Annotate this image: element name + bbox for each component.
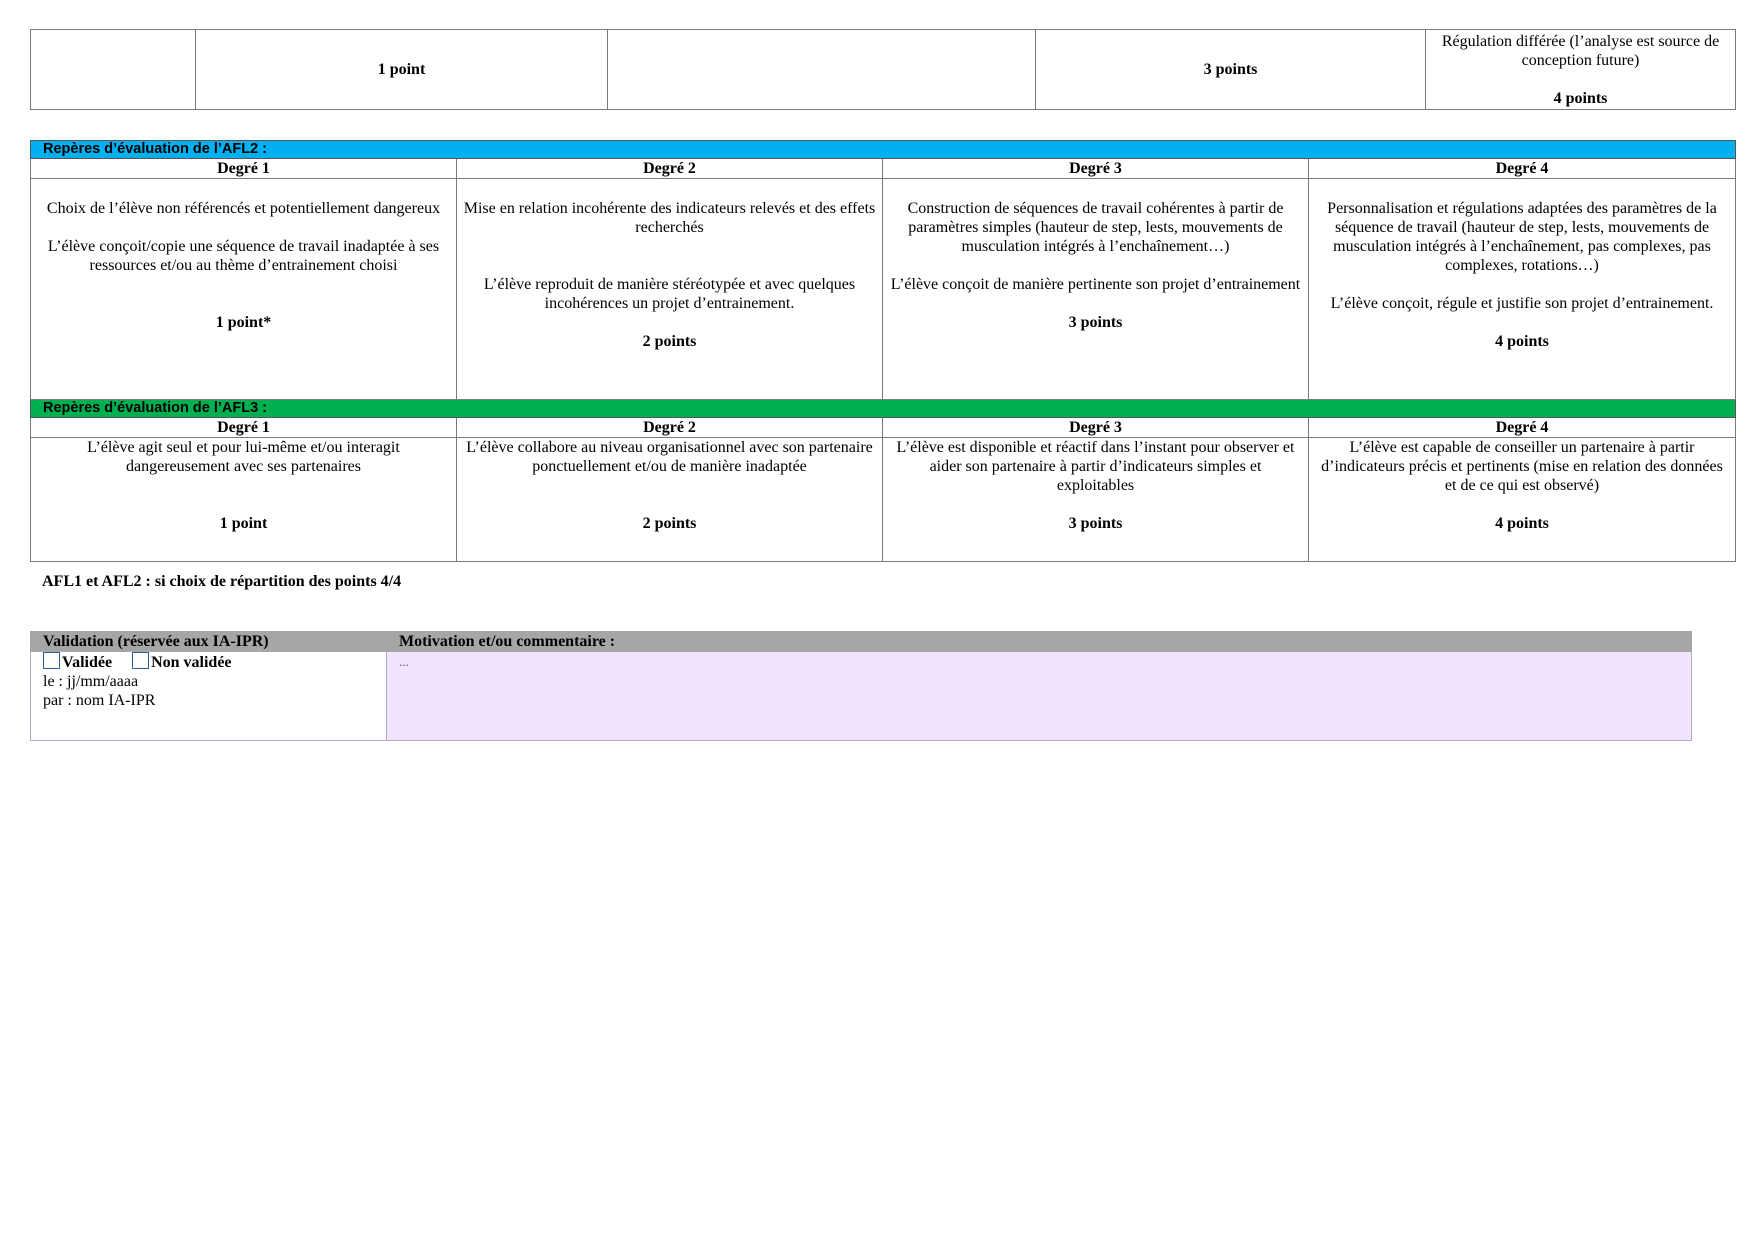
afl3-d3-description: L’élève est disponible et réactif dans l’instant pour observer et aider son partenaire à partir d’indicateurs simples et exploitables bbox=[896, 439, 1295, 494]
comment-header: Motivation et/ou commentaire : bbox=[387, 632, 1692, 652]
afl3-d1-description: L’élève agit seul et pour lui-même et/ou interagit dangereusement avec ses partenaires bbox=[87, 439, 400, 475]
afl2-d2-criterion: Mise en relation incohérente des indicateurs relevés et des effets recherchés bbox=[463, 200, 876, 236]
afl3-degree-3: Degré 3 bbox=[883, 418, 1309, 438]
afl3-d1-points: 1 point bbox=[219, 515, 268, 532]
validation-header: Validation (réservée aux IA-IPR) bbox=[31, 632, 387, 652]
afl2-d1-description: L’élève conçoit/copie une séquence de travail inadaptée à ses ressources et/ou au thème d’entrainement choisi bbox=[47, 238, 440, 274]
afl3-d4-description: L’élève est capable de conseiller un partenaire à partir d’indicateurs précis et pertinents (mise en relation des données et de ce qui est observé) bbox=[1321, 439, 1723, 494]
afl3-degree-1: Degré 1 bbox=[31, 418, 457, 438]
afl3-criteria-row bbox=[31, 438, 1736, 562]
afl3-d4-points: 4 points bbox=[1495, 515, 1549, 532]
not-validated-checkbox[interactable] bbox=[132, 652, 149, 669]
afl2-d2-points: 2 points bbox=[642, 333, 697, 350]
top-cell-points-3: 3 points bbox=[1036, 30, 1426, 110]
afl2-degree-2: Degré 2 bbox=[457, 159, 883, 179]
top-cell-empty-2 bbox=[608, 30, 1036, 110]
top-cell-regulation bbox=[1426, 30, 1736, 110]
regulation-points: 4 points bbox=[1553, 90, 1608, 107]
afl3-cell-degree-2 bbox=[457, 438, 883, 562]
afl2-cell-degree-1 bbox=[31, 179, 457, 400]
validation-table bbox=[30, 631, 1692, 741]
afl3-d3-points: 3 points bbox=[1068, 515, 1123, 532]
afl2-d3-points: 3 points bbox=[1068, 314, 1123, 331]
afl3-d2-description: L’élève collabore au niveau organisationnel avec son partenaire ponctuellement et/ou de manière inadaptée bbox=[466, 439, 873, 475]
afl2-section-header: Repères d’évaluation de l’AFL2 : bbox=[31, 141, 1736, 159]
validation-inspector[interactable]: par : nom IA-IPR bbox=[43, 692, 156, 709]
afl2-d3-description: L’élève conçoit de manière pertinente son projet d’entrainement bbox=[890, 276, 1301, 293]
afl2-d1-criterion: Choix de l’élève non référencés et potentiellement dangereux bbox=[46, 200, 441, 217]
comment-placeholder: ... bbox=[399, 654, 409, 669]
validation-cell bbox=[31, 652, 387, 741]
afl2-degree-4: Degré 4 bbox=[1309, 159, 1736, 179]
afl3-cell-degree-4 bbox=[1309, 438, 1736, 562]
afl2-cell-degree-4 bbox=[1309, 179, 1736, 400]
validated-label: Validée bbox=[62, 654, 113, 671]
afl2-cell-degree-2 bbox=[457, 179, 883, 400]
afl3-section-header: Repères d’évaluation de l’AFL3 : bbox=[31, 400, 1736, 418]
not-validated-label: Non validée bbox=[151, 654, 232, 671]
afl2-degree-row bbox=[31, 159, 1736, 179]
evaluation-table bbox=[30, 140, 1736, 562]
top-cell-empty-1 bbox=[31, 30, 196, 110]
afl2-d4-points: 4 points bbox=[1495, 333, 1549, 350]
top-cell-points-1: 1 point bbox=[196, 30, 608, 110]
afl2-d2-description: L’élève reproduit de manière stéréotypée et avec quelques incohérences un projet d’entrainement. bbox=[483, 276, 856, 312]
afl2-criteria-row bbox=[31, 179, 1736, 400]
afl3-cell-degree-1 bbox=[31, 438, 457, 562]
afl2-degree-1: Degré 1 bbox=[31, 159, 457, 179]
comment-field[interactable] bbox=[387, 652, 1692, 741]
afl2-cell-degree-3 bbox=[883, 179, 1309, 400]
points-distribution-note: AFL1 et AFL2 : si choix de répartition des points 4/4 bbox=[42, 573, 402, 590]
validation-options bbox=[43, 652, 374, 672]
afl2-d4-criterion: Personnalisation et régulations adaptées des paramètres de la séquence de travail (hauteur de step, lests, mouvements de musculation intégrés à l’enchaînement, pas complexes, pas complexes, rotations…) bbox=[1327, 200, 1717, 274]
afl3-degree-row bbox=[31, 418, 1736, 438]
afl2-degree-3: Degré 3 bbox=[883, 159, 1309, 179]
regulation-text: Régulation différée (l’analyse est source de conception future) bbox=[1441, 33, 1720, 69]
afl2-d1-points: 1 point* bbox=[215, 314, 272, 331]
afl3-d2-points: 2 points bbox=[642, 515, 697, 532]
afl2-d4-description: L’élève conçoit, régule et justifie son projet d’entrainement. bbox=[1330, 295, 1714, 312]
afl3-cell-degree-3 bbox=[883, 438, 1309, 562]
validation-date[interactable]: le : jj/mm/aaaa bbox=[43, 673, 139, 690]
validated-checkbox[interactable] bbox=[43, 652, 60, 669]
top-scoring-table bbox=[30, 29, 1736, 110]
afl3-degree-2: Degré 2 bbox=[457, 418, 883, 438]
top-scoring-row bbox=[31, 30, 1736, 110]
afl2-d3-criterion: Construction de séquences de travail cohérentes à partir de paramètres simples (hauteur de step, lests, mouvements de musculation intégrés à l’enchaînement…) bbox=[907, 200, 1284, 255]
afl3-degree-4: Degré 4 bbox=[1309, 418, 1736, 438]
